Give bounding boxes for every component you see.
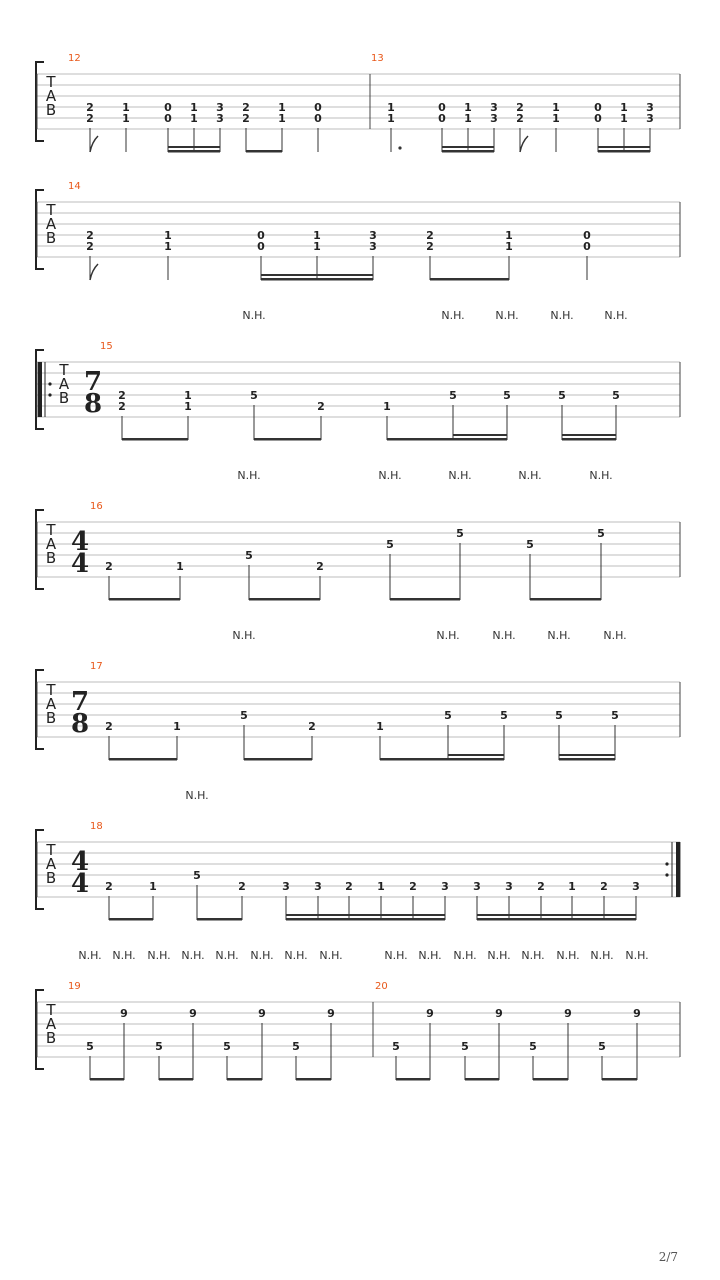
time-signature-bottom: 8 bbox=[83, 389, 103, 419]
fret-number: 5 bbox=[223, 1040, 231, 1053]
fret-number: 5 bbox=[292, 1040, 300, 1053]
fret-number: 1 bbox=[464, 112, 472, 125]
beam-secondary bbox=[413, 914, 445, 916]
fret-number: 1 bbox=[505, 240, 513, 253]
fret-number: 3 bbox=[646, 112, 654, 125]
fret-number: 0 bbox=[438, 101, 446, 114]
fret-number: 3 bbox=[632, 880, 640, 893]
tab-clef-letter: B bbox=[45, 101, 57, 119]
fret-number: 5 bbox=[456, 527, 464, 540]
beam bbox=[296, 1078, 331, 1081]
beam-secondary bbox=[477, 914, 509, 916]
beam bbox=[598, 150, 650, 153]
fret-number: 2 bbox=[86, 240, 94, 253]
fret-number: 1 bbox=[176, 560, 184, 573]
fret-number: 1 bbox=[184, 389, 192, 402]
beam bbox=[261, 278, 373, 281]
fret-number: 1 bbox=[190, 101, 198, 114]
fret-number: 1 bbox=[505, 229, 513, 242]
fret-number: 5 bbox=[386, 538, 394, 551]
beam bbox=[390, 598, 460, 601]
beam-secondary bbox=[286, 914, 318, 916]
natural-harmonic-label: N.H. bbox=[112, 949, 136, 962]
natural-harmonic-label: N.H. bbox=[181, 949, 205, 962]
natural-harmonic-label: N.H. bbox=[453, 949, 477, 962]
tab-clef-letter: A bbox=[45, 535, 57, 553]
fret-number: 3 bbox=[369, 240, 377, 253]
tab-clef-letter: B bbox=[45, 549, 57, 567]
tab-clef-letter: T bbox=[46, 1001, 56, 1019]
fret-number: 1 bbox=[552, 101, 560, 114]
tab-clef-letter: A bbox=[45, 855, 57, 873]
fret-number: 2 bbox=[118, 389, 126, 402]
tab-clef-letter: T bbox=[59, 361, 69, 379]
fret-number: 3 bbox=[490, 101, 498, 114]
repeat-start-thick-bar bbox=[38, 362, 42, 417]
fret-number: 0 bbox=[314, 101, 322, 114]
natural-harmonic-label: N.H. bbox=[487, 949, 511, 962]
tab-clef-letter: B bbox=[45, 709, 57, 727]
beam bbox=[562, 438, 616, 441]
measure-number: 20 bbox=[375, 981, 388, 992]
fret-number: 2 bbox=[516, 101, 524, 114]
fret-number: 1 bbox=[149, 880, 157, 893]
tab-clef-letter: T bbox=[46, 681, 56, 699]
fret-number: 2 bbox=[118, 400, 126, 413]
tab-clef-letter: B bbox=[45, 869, 57, 887]
fret-number: 9 bbox=[426, 1007, 434, 1020]
repeat-dot bbox=[48, 393, 51, 396]
fret-number: 5 bbox=[86, 1040, 94, 1053]
fret-number: 9 bbox=[495, 1007, 503, 1020]
natural-harmonic-label: N.H. bbox=[185, 789, 209, 802]
natural-harmonic-label: N.H. bbox=[604, 309, 628, 322]
fret-number: 1 bbox=[313, 240, 321, 253]
natural-harmonic-label: N.H. bbox=[418, 949, 442, 962]
beam-secondary bbox=[381, 914, 413, 916]
fret-number: 2 bbox=[426, 240, 434, 253]
fret-number: 0 bbox=[164, 101, 172, 114]
beam-secondary bbox=[541, 914, 572, 916]
fret-number: 3 bbox=[282, 880, 290, 893]
fret-number: 1 bbox=[620, 112, 628, 125]
beam bbox=[380, 758, 504, 761]
fret-number: 2 bbox=[105, 720, 113, 733]
fret-number: 1 bbox=[173, 720, 181, 733]
fret-number: 5 bbox=[555, 709, 563, 722]
staff-system bbox=[36, 309, 680, 441]
fret-number: 1 bbox=[122, 101, 130, 114]
time-signature-bottom: 8 bbox=[70, 709, 90, 739]
beam-secondary bbox=[194, 146, 220, 148]
natural-harmonic-label: N.H. bbox=[319, 949, 343, 962]
fret-number: 5 bbox=[558, 389, 566, 402]
beam-secondary bbox=[598, 146, 624, 148]
staff-system bbox=[36, 469, 680, 601]
natural-harmonic-label: N.H. bbox=[78, 949, 102, 962]
fret-number: 3 bbox=[490, 112, 498, 125]
page-number: 2/7 bbox=[658, 1250, 678, 1264]
fret-number: 2 bbox=[426, 229, 434, 242]
natural-harmonic-label: N.H. bbox=[232, 629, 256, 642]
natural-harmonic-label: N.H. bbox=[448, 469, 472, 482]
fret-number: 9 bbox=[327, 1007, 335, 1020]
fret-number: 9 bbox=[564, 1007, 572, 1020]
fret-number: 0 bbox=[164, 112, 172, 125]
fret-number: 2 bbox=[308, 720, 316, 733]
beam-secondary bbox=[624, 146, 650, 148]
time-signature-top: 4 bbox=[70, 847, 90, 877]
fret-number: 3 bbox=[505, 880, 513, 893]
natural-harmonic-label: N.H. bbox=[556, 949, 580, 962]
beam bbox=[246, 150, 282, 153]
beam bbox=[244, 758, 312, 761]
natural-harmonic-label: N.H. bbox=[492, 629, 516, 642]
tab-clef-letter: B bbox=[58, 389, 70, 407]
fret-number: 2 bbox=[316, 560, 324, 573]
time-signature-top: 4 bbox=[70, 527, 90, 557]
beam bbox=[227, 1078, 262, 1081]
fret-number: 5 bbox=[611, 709, 619, 722]
fret-number: 0 bbox=[257, 229, 265, 242]
beam bbox=[559, 758, 615, 761]
tab-clef-letter: B bbox=[45, 229, 57, 247]
fret-number: 2 bbox=[317, 400, 325, 413]
fret-number: 9 bbox=[120, 1007, 128, 1020]
beam bbox=[159, 1078, 193, 1081]
natural-harmonic-label: N.H. bbox=[436, 629, 460, 642]
beam-secondary bbox=[349, 914, 381, 916]
time-signature-top: 7 bbox=[70, 687, 90, 717]
fret-number: 0 bbox=[314, 112, 322, 125]
tab-clef-letter: B bbox=[45, 1029, 57, 1047]
natural-harmonic-label: N.H. bbox=[441, 309, 465, 322]
fret-number: 5 bbox=[612, 389, 620, 402]
fret-number: 3 bbox=[473, 880, 481, 893]
measure-number: 16 bbox=[90, 501, 103, 512]
fret-number: 2 bbox=[537, 880, 545, 893]
measure-number: 13 bbox=[371, 53, 384, 64]
repeat-end-thick-bar bbox=[676, 842, 680, 897]
fret-number: 3 bbox=[441, 880, 449, 893]
staff-system bbox=[36, 789, 680, 921]
tab-clef-letter: T bbox=[46, 841, 56, 859]
fret-number: 5 bbox=[193, 869, 201, 882]
fret-number: 5 bbox=[449, 389, 457, 402]
tab-clef-letter: T bbox=[46, 521, 56, 539]
fret-number: 9 bbox=[189, 1007, 197, 1020]
fret-number: 1 bbox=[190, 112, 198, 125]
beam-secondary bbox=[448, 754, 504, 756]
beam-secondary bbox=[442, 146, 468, 148]
beam-secondary bbox=[317, 274, 373, 276]
beam-secondary bbox=[261, 274, 317, 276]
fret-number: 2 bbox=[86, 229, 94, 242]
fret-number: 3 bbox=[646, 101, 654, 114]
natural-harmonic-label: N.H. bbox=[518, 469, 542, 482]
fret-number: 1 bbox=[568, 880, 576, 893]
measure-number: 19 bbox=[68, 981, 81, 992]
fret-number: 2 bbox=[105, 560, 113, 573]
fret-number: 5 bbox=[500, 709, 508, 722]
fret-number: 1 bbox=[552, 112, 560, 125]
fret-number: 0 bbox=[594, 112, 602, 125]
natural-harmonic-label: N.H. bbox=[384, 949, 408, 962]
fret-number: 1 bbox=[377, 880, 385, 893]
fret-number: 5 bbox=[526, 538, 534, 551]
beam bbox=[533, 1078, 568, 1081]
natural-harmonic-label: N.H. bbox=[603, 629, 627, 642]
fret-number: 3 bbox=[216, 101, 224, 114]
natural-harmonic-label: N.H. bbox=[495, 309, 519, 322]
beam bbox=[254, 438, 321, 441]
fret-number: 0 bbox=[594, 101, 602, 114]
fret-number: 0 bbox=[583, 240, 591, 253]
repeat-dot bbox=[665, 862, 668, 865]
measure-number: 12 bbox=[68, 53, 81, 64]
beam bbox=[109, 758, 177, 761]
beam-secondary bbox=[468, 146, 494, 148]
natural-harmonic-label: N.H. bbox=[237, 469, 261, 482]
fret-number: 1 bbox=[184, 400, 192, 413]
beam-secondary bbox=[562, 434, 616, 436]
beam-secondary bbox=[453, 434, 507, 436]
beam bbox=[168, 150, 220, 153]
beam bbox=[249, 598, 320, 601]
dot bbox=[398, 146, 401, 149]
natural-harmonic-label: N.H. bbox=[521, 949, 545, 962]
fret-number: 2 bbox=[516, 112, 524, 125]
beam bbox=[90, 1078, 124, 1081]
fret-number: 3 bbox=[314, 880, 322, 893]
fret-number: 1 bbox=[313, 229, 321, 242]
fret-number: 3 bbox=[369, 229, 377, 242]
natural-harmonic-label: N.H. bbox=[589, 469, 613, 482]
tab-clef-letter: A bbox=[58, 375, 70, 393]
natural-harmonic-label: N.H. bbox=[550, 309, 574, 322]
fret-number: 1 bbox=[620, 101, 628, 114]
time-signature-bottom: 4 bbox=[70, 869, 90, 899]
beam bbox=[197, 918, 242, 921]
fret-number: 1 bbox=[122, 112, 130, 125]
fret-number: 1 bbox=[387, 101, 395, 114]
beam bbox=[109, 598, 180, 601]
fret-number: 5 bbox=[598, 1040, 606, 1053]
fret-number: 0 bbox=[583, 229, 591, 242]
beam bbox=[430, 278, 509, 281]
fret-number: 2 bbox=[105, 880, 113, 893]
staff-system bbox=[36, 629, 680, 761]
fret-number: 1 bbox=[464, 101, 472, 114]
fret-number: 1 bbox=[383, 400, 391, 413]
fret-number: 5 bbox=[245, 549, 253, 562]
fret-number: 1 bbox=[387, 112, 395, 125]
beam bbox=[109, 918, 153, 921]
natural-harmonic-label: N.H. bbox=[378, 469, 402, 482]
time-signature-top: 7 bbox=[83, 367, 103, 397]
beam bbox=[602, 1078, 637, 1081]
repeat-dot bbox=[48, 382, 51, 385]
beam bbox=[530, 598, 601, 601]
beam-secondary bbox=[168, 146, 194, 148]
beam bbox=[286, 918, 445, 921]
beam bbox=[122, 438, 188, 441]
fret-number: 3 bbox=[216, 112, 224, 125]
time-signature-bottom: 4 bbox=[70, 549, 90, 579]
beam-secondary bbox=[318, 914, 349, 916]
tab-clef-letter: T bbox=[46, 73, 56, 91]
tab-clef-letter: A bbox=[45, 1015, 57, 1033]
measure-number: 17 bbox=[90, 661, 103, 672]
tab-clef-letter: A bbox=[45, 87, 57, 105]
beam-secondary bbox=[559, 754, 615, 756]
natural-harmonic-label: N.H. bbox=[625, 949, 649, 962]
beam-secondary bbox=[572, 914, 604, 916]
fret-number: 5 bbox=[155, 1040, 163, 1053]
fret-number: 1 bbox=[278, 112, 286, 125]
fret-number: 2 bbox=[242, 101, 250, 114]
measure-number: 15 bbox=[100, 341, 113, 352]
beam bbox=[387, 438, 507, 441]
natural-harmonic-label: N.H. bbox=[215, 949, 239, 962]
fret-number: 5 bbox=[392, 1040, 400, 1053]
fret-number: 5 bbox=[250, 389, 258, 402]
fret-number: 2 bbox=[409, 880, 417, 893]
tab-clef-letter: T bbox=[46, 201, 56, 219]
fret-number: 2 bbox=[600, 880, 608, 893]
fret-number: 0 bbox=[257, 240, 265, 253]
tab-clef-letter: A bbox=[45, 215, 57, 233]
beam bbox=[442, 150, 494, 153]
fret-number: 1 bbox=[376, 720, 384, 733]
fret-number: 9 bbox=[633, 1007, 641, 1020]
natural-harmonic-label: N.H. bbox=[284, 949, 308, 962]
fret-number: 5 bbox=[240, 709, 248, 722]
natural-harmonic-label: N.H. bbox=[242, 309, 266, 322]
natural-harmonic-label: N.H. bbox=[147, 949, 171, 962]
fret-number: 5 bbox=[444, 709, 452, 722]
beam bbox=[396, 1078, 430, 1081]
repeat-dot bbox=[665, 873, 668, 876]
staff-system bbox=[36, 181, 680, 281]
natural-harmonic-label: N.H. bbox=[590, 949, 614, 962]
note-flag bbox=[520, 136, 528, 152]
fret-number: 2 bbox=[86, 101, 94, 114]
staff-system bbox=[36, 949, 680, 1081]
fret-number: 9 bbox=[258, 1007, 266, 1020]
fret-number: 5 bbox=[503, 389, 511, 402]
fret-number: 2 bbox=[345, 880, 353, 893]
fret-number: 2 bbox=[86, 112, 94, 125]
fret-number: 2 bbox=[242, 112, 250, 125]
beam-secondary bbox=[509, 914, 541, 916]
fret-number: 1 bbox=[164, 229, 172, 242]
fret-number: 5 bbox=[529, 1040, 537, 1053]
note-flag bbox=[90, 264, 98, 280]
fret-number: 2 bbox=[238, 880, 246, 893]
beam bbox=[477, 918, 636, 921]
note-flag bbox=[90, 136, 98, 152]
fret-number: 0 bbox=[438, 112, 446, 125]
fret-number: 5 bbox=[461, 1040, 469, 1053]
staff-system bbox=[36, 53, 680, 153]
tab-clef-letter: A bbox=[45, 695, 57, 713]
beam bbox=[465, 1078, 499, 1081]
fret-number: 5 bbox=[597, 527, 605, 540]
fret-number: 1 bbox=[278, 101, 286, 114]
natural-harmonic-label: N.H. bbox=[547, 629, 571, 642]
measure-number: 14 bbox=[68, 181, 81, 192]
measure-number: 18 bbox=[90, 821, 103, 832]
natural-harmonic-label: N.H. bbox=[250, 949, 274, 962]
beam-secondary bbox=[604, 914, 636, 916]
fret-number: 1 bbox=[164, 240, 172, 253]
